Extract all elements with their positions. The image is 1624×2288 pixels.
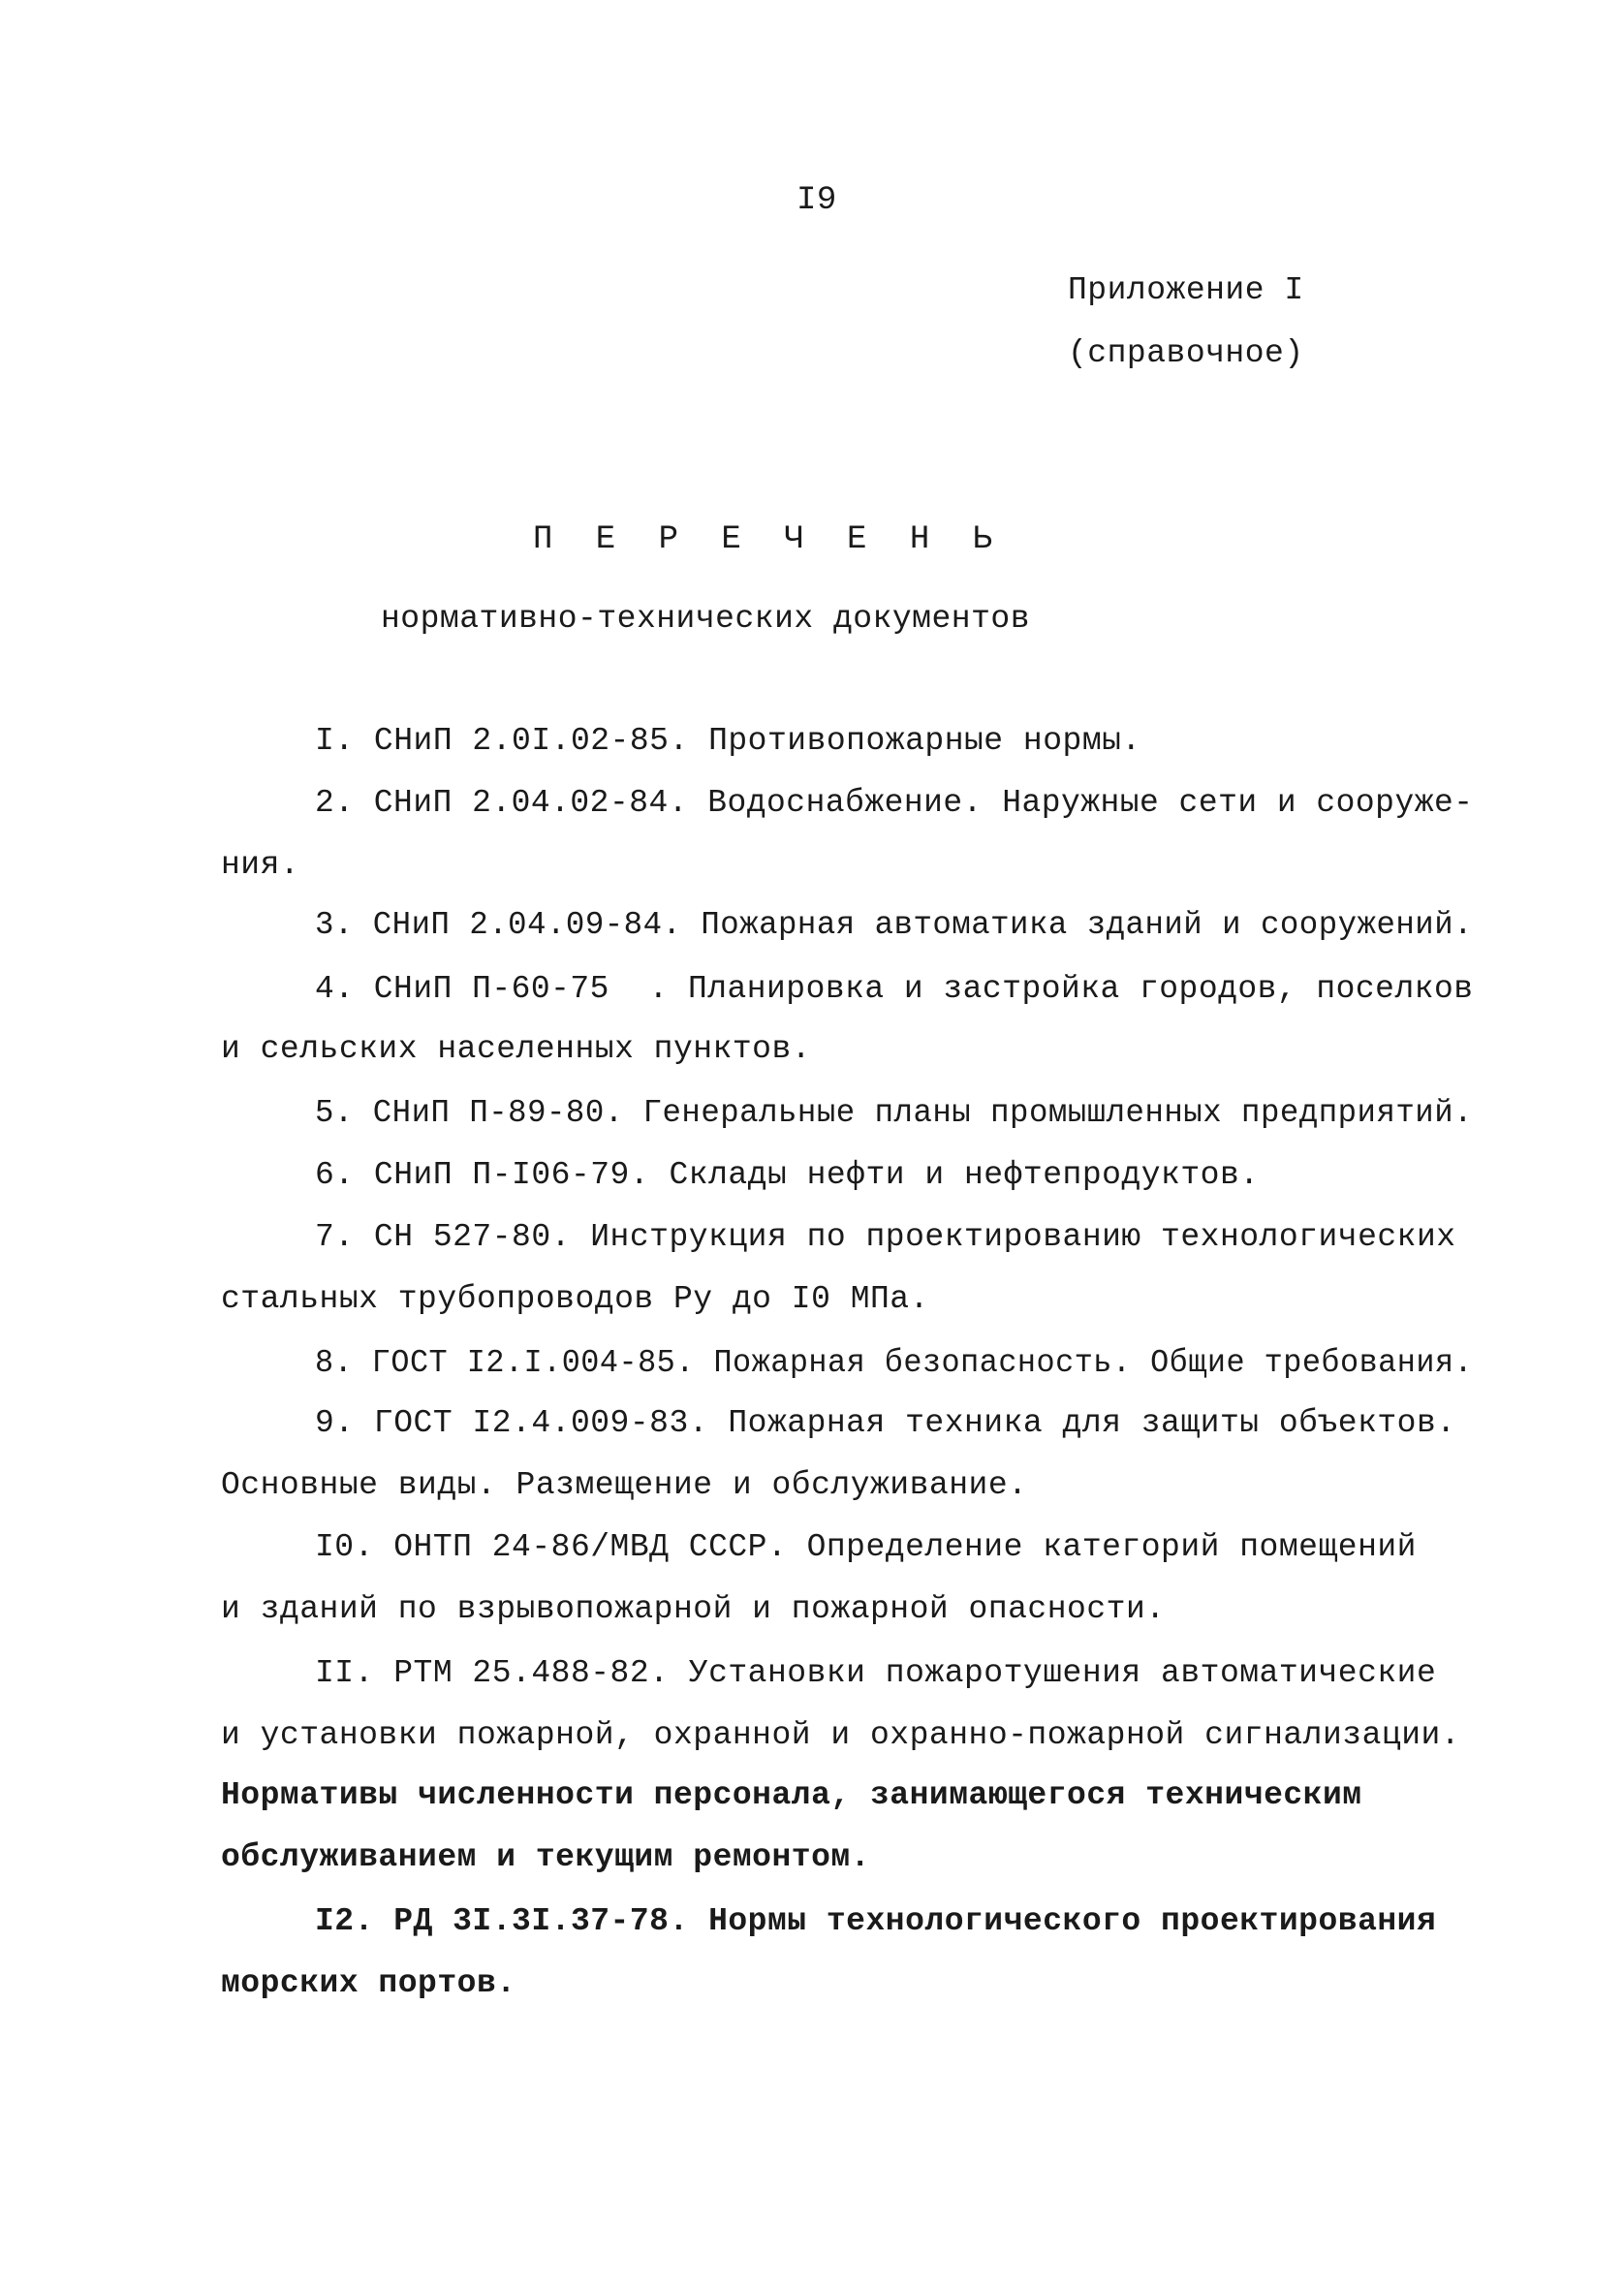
document-subtitle: нормативно-технических документов — [381, 601, 1031, 637]
list-item-11: II. РТМ 25.488-82. Установки пожаротушения автоматические — [315, 1655, 1437, 1691]
list-item-2-continuation: ния. — [221, 847, 300, 883]
document-title: П Е Р Е Ч Е Н Ь — [533, 521, 1005, 558]
list-item-12: I2. РД 3I.3I.37-78. Нормы технологического проектирования — [315, 1903, 1437, 1939]
list-item-4-continuation: и сельских населенных пунктов. — [221, 1031, 812, 1067]
list-item-10: I0. ОНТП 24-86/МВД СССР. Определение категорий помещений — [315, 1529, 1417, 1565]
list-item-12-continuation: морских портов. — [221, 1965, 516, 2001]
list-item-8: 8. ГОСТ I2.I.004-85. Пожарная безопасность. Общие требования. — [315, 1345, 1474, 1381]
list-item-7-continuation: стальных трубопроводов Ру до I0 МПа. — [221, 1281, 929, 1317]
list-item-5: 5. СНиП П-89-80. Генеральные планы промышленных предприятий. — [315, 1095, 1474, 1131]
list-item-11-continuation-3: обслуживанием и текущим ремонтом. — [221, 1839, 871, 1875]
list-item-9: 9. ГОСТ I2.4.009-83. Пожарная техника для защиты объектов. — [315, 1405, 1456, 1441]
list-item-9-continuation: Основные виды. Размещение и обслуживание. — [221, 1467, 1028, 1503]
list-item-4: 4. СНиП П-60-75 . Планировка и застройка городов, поселков — [315, 971, 1474, 1007]
appendix-label: Приложение I — [1068, 272, 1304, 308]
list-item-3: 3. СНиП 2.04.09-84. Пожарная автоматика зданий и сооружений. — [315, 907, 1474, 943]
appendix-note: (справочное) — [1068, 335, 1304, 371]
page-number: I9 — [796, 182, 837, 219]
list-item-7: 7. СН 527-80. Инструкция по проектированию технологических — [315, 1219, 1456, 1255]
list-item-2: 2. СНиП 2.04.02-84. Водоснабжение. Наружные сети и сооруже- — [315, 785, 1474, 821]
list-item-11-continuation-2: Нормативы численности персонала, занимающегося техническим — [221, 1777, 1362, 1813]
list-item-6: 6. СНиП П-I06-79. Склады нефти и нефтепродуктов. — [315, 1157, 1260, 1193]
list-item-1: I. СНиП 2.0I.02-85. Противопожарные нормы. — [315, 723, 1141, 759]
list-item-10-continuation: и зданий по взрывопожарной и пожарной опасности. — [221, 1591, 1166, 1627]
list-item-11-continuation-1: и установки пожарной, охранной и охранно-пожарной сигнализации. — [221, 1717, 1461, 1753]
